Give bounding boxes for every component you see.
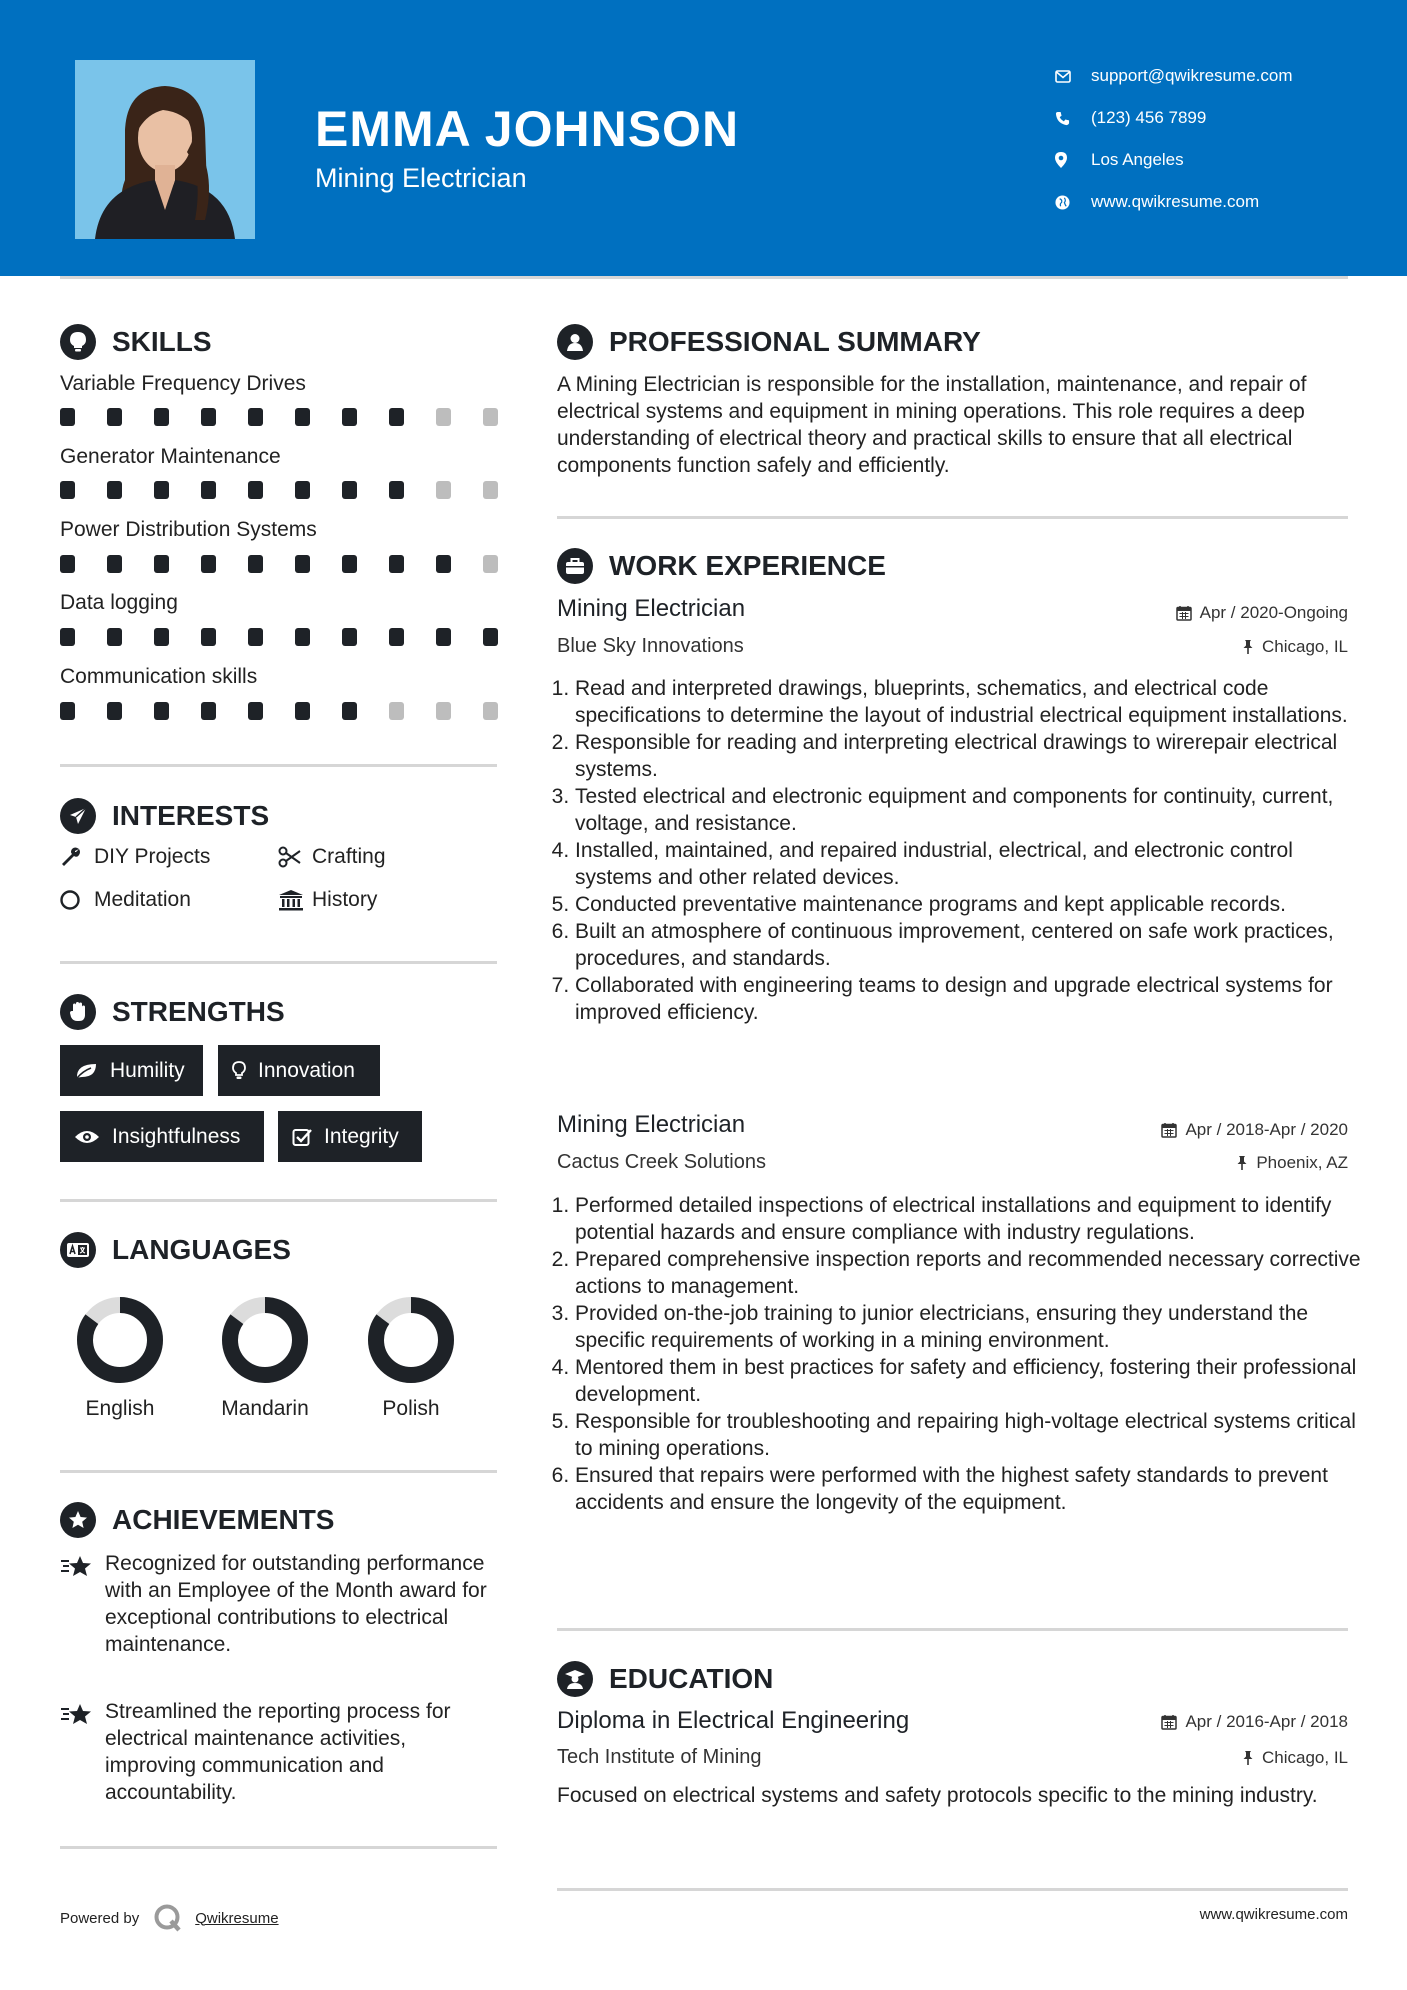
- language-label: Polish: [382, 1397, 440, 1420]
- eye-icon: [74, 1129, 100, 1145]
- strengths-heading: [60, 994, 285, 1030]
- skill-dot-empty: [483, 555, 498, 573]
- skill-dot-filled: [483, 628, 498, 646]
- duty-item: 5. Responsible for troubleshooting and repairing high-voltage electrical systems critical to mining operations.: [575, 1408, 1366, 1462]
- achievement-text: Recognized for outstanding performance with an Employee of the Month award for exceptional contributions to electrical maintenance.: [105, 1552, 487, 1656]
- interests-title: INTERESTS: [112, 800, 270, 831]
- skill-dot-filled: [107, 702, 122, 720]
- language-item: [55, 1295, 185, 1421]
- language-label: Mandarin: [221, 1397, 309, 1420]
- skill-dot-filled: [295, 702, 310, 720]
- skill-dot-filled: [248, 555, 263, 573]
- summary-title: PROFESSIONAL SUMMARY: [609, 326, 981, 357]
- skill-dot-filled: [154, 702, 169, 720]
- duty-item: 6. Ensured that repairs were performed with the highest safety standards to prevent accidents and ensure the longevity of the equipment.: [575, 1462, 1366, 1516]
- skill-dot-empty: [483, 702, 498, 720]
- skill-dot-filled: [154, 628, 169, 646]
- summary-text: A Mining Electrician is responsible for the installation, maintenance, and repair of electrical systems and equipment in mining operations. This role requires a deep understanding of electrical theory and practical skills to ensure that all electrical components function safely and efficiently.: [557, 373, 1307, 477]
- duty-item: 2. Prepared comprehensive inspection reports and recommended necessary corrective actions to management.: [575, 1246, 1366, 1300]
- section-divider: [60, 1470, 497, 1473]
- interest-item: [60, 845, 210, 869]
- language-icon: [60, 1232, 96, 1268]
- skill-dot-empty: [483, 481, 498, 499]
- language-item: [346, 1295, 476, 1421]
- calendar-icon: [1176, 605, 1192, 621]
- language-label: English: [85, 1397, 155, 1420]
- circle-icon: [60, 889, 94, 911]
- skill-dot-filled: [342, 481, 357, 499]
- skill-dot-filled: [201, 408, 216, 426]
- skill-dot-filled: [201, 481, 216, 499]
- interest-label: DIY Projects: [94, 845, 211, 868]
- job-location: [1236, 1153, 1348, 1173]
- strength-chip: [218, 1045, 380, 1096]
- education-heading: [557, 1661, 773, 1697]
- star-icon: [60, 1550, 105, 1658]
- pushpin-icon: [1242, 1750, 1254, 1766]
- strength-chip: [278, 1111, 422, 1162]
- section-divider: [557, 1628, 1348, 1631]
- skill-dot-filled: [60, 702, 75, 720]
- section-divider: [60, 764, 497, 767]
- strengths-title: STRENGTHS: [112, 996, 285, 1027]
- skills-title: SKILLS: [112, 326, 212, 357]
- job-location: [1242, 637, 1348, 657]
- skill-label: Power Distribution Systems: [60, 518, 317, 541]
- skill-dot-empty: [389, 702, 404, 720]
- globe-icon: [1055, 195, 1091, 210]
- section-divider: [60, 1846, 497, 1849]
- duty-item: 2. Responsible for reading and interpreting electrical drawings to wirerepair electrical systems.: [575, 729, 1366, 783]
- pushpin-icon: [1236, 1155, 1248, 1171]
- skill-dot-filled: [60, 481, 75, 499]
- contact-phone[interactable]: [1055, 97, 1395, 139]
- skill-label: Generator Maintenance: [60, 445, 281, 468]
- interests-heading: [60, 798, 269, 834]
- skill-dot-filled: [248, 702, 263, 720]
- duty-item: 4. Mentored them in best practices for safety and efficiency, fostering their professional development.: [575, 1354, 1366, 1408]
- briefcase-icon: [557, 548, 593, 584]
- user-icon: [557, 324, 593, 360]
- calendar-icon: [1161, 1122, 1177, 1138]
- language-item: [200, 1295, 330, 1421]
- interest-item: [278, 845, 386, 869]
- skills-heading: [60, 324, 212, 360]
- strength-chip: [60, 1111, 264, 1162]
- skill-dot-filled: [436, 555, 451, 573]
- map-pin-icon: [1055, 152, 1091, 168]
- skill-dot-filled: [201, 702, 216, 720]
- job-company: Cactus Creek Solutions: [557, 1151, 766, 1173]
- interest-label: Crafting: [312, 845, 386, 868]
- duty-item: 3. Tested electrical and electronic equipment and components for continuity, current, voltage, and resistance.: [575, 783, 1366, 837]
- summary-heading: [557, 324, 981, 360]
- skill-dot-filled: [248, 408, 263, 426]
- calendar-icon: [1161, 1714, 1177, 1730]
- skill-dot-filled: [154, 555, 169, 573]
- strength-label: Humility: [110, 1058, 185, 1082]
- hand-icon: [60, 994, 96, 1030]
- skill-dot-filled: [342, 702, 357, 720]
- header-banner: [0, 0, 1407, 276]
- skill-dot-filled: [389, 628, 404, 646]
- candidate-title: Mining Electrician: [315, 163, 527, 193]
- header-divider: [60, 276, 1348, 279]
- duty-item: 6. Built an atmosphere of continuous improvement, centered on safe work practices, procedures, and standards.: [575, 918, 1366, 972]
- skill-dot-filled: [389, 555, 404, 573]
- achievement-item: [60, 1550, 500, 1658]
- bank-icon: [278, 889, 312, 911]
- section-divider: [60, 961, 497, 964]
- job-dates-text: Apr / 2020-Ongoing: [1199, 603, 1348, 622]
- strength-label: Innovation: [258, 1058, 355, 1082]
- skill-dot-empty: [483, 408, 498, 426]
- contact-website-text: www.qwikresume.com: [1091, 192, 1260, 211]
- pushpin-icon: [1242, 639, 1254, 655]
- strength-label: Integrity: [324, 1124, 399, 1148]
- skill-dot-filled: [60, 628, 75, 646]
- interest-label: History: [312, 888, 378, 911]
- skill-rating: [60, 555, 500, 573]
- footer-powered-by: [60, 1903, 279, 1933]
- skill-dot-filled: [389, 481, 404, 499]
- skill-dot-filled: [60, 555, 75, 573]
- job-title: Mining Electrician: [557, 595, 746, 622]
- contact-location: [1055, 139, 1395, 181]
- skill-rating: [60, 481, 500, 499]
- job-location-text: Phoenix, AZ: [1256, 1153, 1348, 1172]
- star-icon: [60, 1698, 105, 1806]
- duty-item: 1. Read and interpreted drawings, blueprints, schematics, and electrical code specifications to determine the layout of industrial electrical equipment installations.: [575, 675, 1366, 729]
- languages-title: LANGUAGES: [112, 1234, 291, 1265]
- job-location-text: Chicago, IL: [1262, 637, 1348, 656]
- section-divider: [557, 516, 1348, 519]
- paper-plane-icon: [60, 798, 96, 834]
- skill-dot-filled: [201, 555, 216, 573]
- skill-label: Data logging: [60, 591, 178, 614]
- duty-item: 4. Installed, maintained, and repaired industrial, electrical, and electronic control systems and other related devices.: [575, 837, 1366, 891]
- skill-dot-filled: [295, 555, 310, 573]
- interest-item: [278, 888, 377, 912]
- skill-dot-filled: [154, 408, 169, 426]
- wrench-icon: [60, 846, 94, 868]
- skill-dot-filled: [295, 628, 310, 646]
- contact-location-text: Los Angeles: [1091, 150, 1184, 169]
- education-description: Focused on electrical systems and safety protocols specific to the mining industry.: [557, 1784, 1318, 1807]
- skill-dot-filled: [107, 628, 122, 646]
- education-dates-text: Apr / 2016-Apr / 2018: [1185, 1712, 1348, 1731]
- job-dates: [1161, 1120, 1348, 1140]
- strength-label: Insightfulness: [112, 1124, 241, 1148]
- skill-dot-filled: [295, 408, 310, 426]
- education-dates: [1161, 1712, 1348, 1732]
- contact-website[interactable]: [1055, 181, 1395, 223]
- contact-phone-text: (123) 456 7899: [1091, 108, 1207, 127]
- skill-rating: [60, 408, 500, 426]
- skill-dot-filled: [342, 555, 357, 573]
- lightbulb-icon: [60, 324, 96, 360]
- skill-label: Communication skills: [60, 665, 258, 688]
- skill-dot-filled: [248, 628, 263, 646]
- education-school: Tech Institute of Mining: [557, 1746, 762, 1768]
- achievement-item: [60, 1698, 500, 1806]
- skill-rating: [60, 702, 500, 720]
- skill-dot-filled: [107, 555, 122, 573]
- skill-dot-filled: [107, 408, 122, 426]
- skill-dot-empty: [436, 481, 451, 499]
- interest-item: [60, 888, 191, 912]
- experience-heading: [557, 548, 886, 584]
- achievements-title: ACHIEVEMENTS: [112, 1504, 335, 1535]
- contact-email[interactable]: [1055, 55, 1395, 97]
- skill-dot-filled: [389, 408, 404, 426]
- skill-dot-filled: [436, 628, 451, 646]
- qwikresume-link[interactable]: Qwikresume: [195, 1909, 279, 1927]
- skill-dot-filled: [342, 408, 357, 426]
- education-location: [1242, 1748, 1348, 1768]
- profile-photo: [75, 60, 255, 239]
- skill-dot-empty: [436, 702, 451, 720]
- skill-dot-empty: [436, 408, 451, 426]
- job-duties: [557, 675, 1366, 1026]
- star-badge-icon: [60, 1502, 96, 1538]
- job-title: Mining Electrician: [557, 1111, 746, 1138]
- education-location-text: Chicago, IL: [1262, 1748, 1348, 1767]
- achievements-heading: [60, 1502, 334, 1538]
- duty-item: 3. Provided on-the-job training to junior electricians, ensuring they understand the specific requirements of working in a mining environment.: [575, 1300, 1366, 1354]
- section-divider: [557, 1888, 1348, 1891]
- leaf-icon: [74, 1062, 98, 1080]
- language-donut: [220, 1295, 310, 1385]
- phone-icon: [1055, 111, 1091, 126]
- job-dates: [1176, 603, 1348, 623]
- envelope-icon: [1055, 70, 1091, 83]
- skill-rating: [60, 628, 500, 646]
- achievement-text: Streamlined the reporting process for electrical maintenance activities, improving communication and accountability.: [105, 1700, 451, 1804]
- languages-heading: [60, 1232, 291, 1268]
- skill-dot-filled: [107, 481, 122, 499]
- powered-by-text: Powered by: [60, 1909, 140, 1927]
- job-company: Blue Sky Innovations: [557, 635, 744, 657]
- graduate-icon: [557, 1661, 593, 1697]
- scissors-icon: [278, 846, 312, 868]
- language-donut: [75, 1295, 165, 1385]
- duty-item: 1. Performed detailed inspections of electrical installations and equipment to identify potential hazards and ensure compliance with industry regulations.: [575, 1192, 1366, 1246]
- duty-item: 5. Conducted preventative maintenance programs and kept applicable records.: [575, 891, 1366, 918]
- section-divider: [60, 1199, 497, 1202]
- skill-dot-filled: [201, 628, 216, 646]
- contact-list: [1055, 55, 1395, 223]
- check-square-icon: [292, 1127, 312, 1147]
- footer-url[interactable]: www.qwikresume.com: [1199, 1906, 1348, 1923]
- job-dates-text: Apr / 2018-Apr / 2020: [1185, 1120, 1348, 1139]
- skill-dot-filled: [248, 481, 263, 499]
- skill-dot-filled: [342, 628, 357, 646]
- contact-email-text: support@qwikresume.com: [1091, 66, 1293, 85]
- duty-item: 7. Collaborated with engineering teams to design and upgrade electrical systems for improved efficiency.: [575, 972, 1366, 1026]
- interest-label: Meditation: [94, 888, 191, 911]
- experience-title: WORK EXPERIENCE: [609, 550, 886, 581]
- skill-dot-filled: [154, 481, 169, 499]
- education-title: EDUCATION: [609, 1663, 774, 1694]
- candidate-name: EMMA JOHNSON: [315, 101, 740, 157]
- skill-dot-filled: [295, 481, 310, 499]
- education-degree: Diploma in Electrical Engineering: [557, 1707, 910, 1734]
- skill-dot-filled: [60, 408, 75, 426]
- skill-label: Variable Frequency Drives: [60, 372, 306, 395]
- language-donut: [366, 1295, 456, 1385]
- qwikresume-logo-icon: [153, 1903, 183, 1933]
- strength-chip: [60, 1045, 203, 1096]
- job-duties: [557, 1192, 1366, 1516]
- lightbulb-icon: [232, 1061, 246, 1081]
